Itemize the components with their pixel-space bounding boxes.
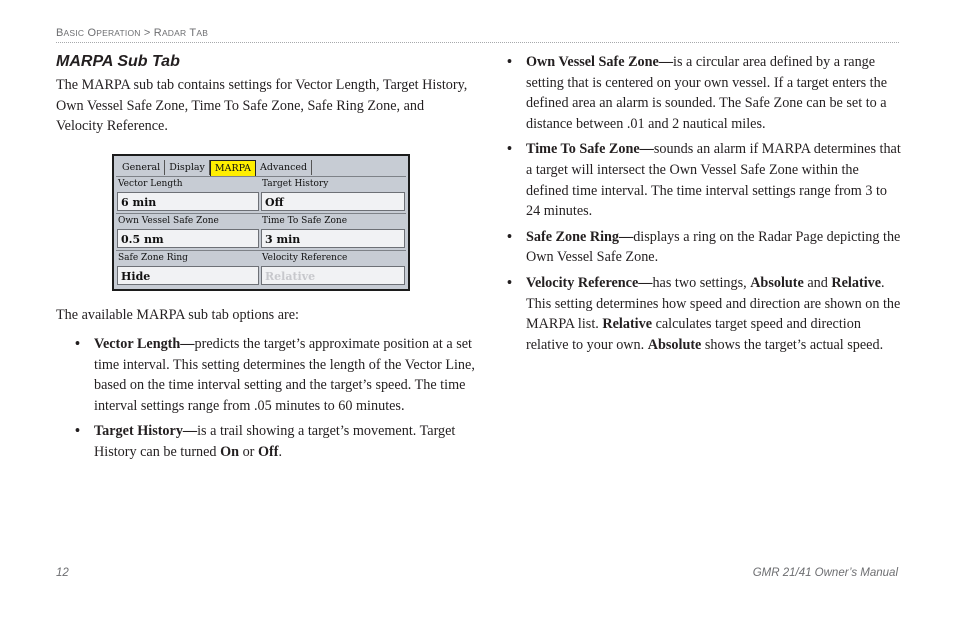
screenshot-panel — [114, 156, 408, 289]
term-vector-length: Vector Length— — [94, 336, 195, 352]
breadcrumb — [56, 27, 208, 39]
tab-divider — [116, 176, 406, 177]
bullet: • — [507, 228, 512, 245]
breadcrumb-separator: > — [143, 27, 151, 39]
available-options-intro: The available MARPA sub tab options are: — [56, 307, 299, 323]
bullet: • — [507, 141, 512, 158]
term-safe-zone-ring: Safe Zone Ring— — [526, 228, 634, 245]
setting-absolute: Absolute — [750, 274, 804, 291]
bullet: • — [75, 336, 80, 352]
list-item-vector-length — [75, 334, 475, 416]
desc-time-to-safe-zone: sounds an alarm if MARPA determines that a target will intersect the Own Vessel Safe Zone within the defined time interval. The time interval settings range from 3 to 24 minutes. — [526, 141, 901, 220]
desc-velocity-part1: has two settings, — [652, 274, 751, 291]
velocity-reference-field: Relative — [261, 266, 405, 285]
term-own-vessel-safe-zone: Own Vessel Safe Zone— — [526, 54, 674, 70]
page-number: 12 — [56, 567, 69, 579]
desc-vector-length: predicts the target’s approximate position at a set time interval. This setting determines the length of the Vector Line, based on the time interval setting and the target’s speed. The time interval settings range from .05 minutes to 60 minutes. — [94, 336, 475, 414]
desc-velocity-part2: and — [803, 274, 832, 291]
tab-advanced: Advanced — [256, 160, 312, 175]
header-rule — [56, 42, 899, 43]
own-vessel-safe-zone-field: 0.5 nm — [117, 229, 259, 248]
desc-velocity-part3: . This setting determines how speed and direction are shown on the MARPA list. — [526, 274, 901, 333]
term-target-history: Target History— — [94, 423, 198, 440]
options-list-right — [507, 52, 902, 360]
bullet: • — [507, 54, 512, 70]
tab-general: General — [118, 160, 165, 175]
own-vessel-safe-zone-label: Own Vessel Safe Zone — [118, 216, 219, 226]
manual-title: GMR 21/41 Owner’s Manual — [752, 567, 898, 579]
vector-length-label: Vector Length — [118, 179, 183, 189]
row-divider-1 — [116, 213, 406, 214]
target-history-field: Off — [261, 192, 405, 211]
time-to-safe-zone-label: Time To Safe Zone — [262, 216, 348, 226]
period: . — [278, 443, 282, 460]
breadcrumb-radar-tab: RADAR TAB — [153, 27, 209, 39]
setting-absolute-2: Absolute — [647, 336, 702, 353]
setting-on: On — [220, 443, 240, 460]
velocity-reference-label: Velocity Reference — [262, 253, 348, 263]
setting-relative: Relative — [831, 274, 882, 291]
tab-strip — [118, 160, 312, 176]
marpa-settings-screenshot — [112, 154, 410, 291]
setting-off: Off — [257, 443, 279, 460]
setting-relative-2: Relative — [602, 316, 653, 333]
desc-target-history: is a trail showing a target’s movement. Target History can be turned — [94, 423, 456, 460]
or-text: or — [239, 443, 258, 460]
bullet: • — [507, 274, 512, 291]
list-item-time-to-safe-zone — [507, 139, 902, 221]
tab-marpa: MARPA — [210, 160, 256, 177]
desc-own-vessel-safe-zone: is a circular area defined by a range setting that is centered on your own vessel. If a target enters the defined area an alarm is sounded. The Safe Zone can be set to a distance between .01 and 2 nautical miles. — [526, 54, 888, 132]
desc-safe-zone-ring: displays a ring on the Radar Page depicting the Own Vessel Safe Zone. — [526, 228, 901, 266]
options-list-left — [75, 334, 475, 468]
list-item-target-history — [75, 421, 475, 462]
safe-zone-ring-field: Hide — [117, 266, 259, 285]
list-item-safe-zone-ring — [507, 227, 902, 268]
vector-length-field: 6 min — [117, 192, 259, 211]
term-velocity-reference: Velocity Reference— — [526, 274, 653, 291]
intro-paragraph: The MARPA sub tab contains settings for Vector Length, Target History, Own Vessel Safe Zone, Time To Safe Zone, Safe Ring Zone, and Velocity Reference. — [56, 77, 468, 135]
safe-zone-ring-label: Safe Zone Ring — [118, 253, 188, 263]
time-to-safe-zone-field: 3 min — [261, 229, 405, 248]
breadcrumb-basic-operation: BASIC OPERATION — [56, 27, 141, 39]
term-time-to-safe-zone: Time To Safe Zone— — [526, 141, 654, 158]
section-title: MARPA Sub Tab — [56, 53, 180, 70]
desc-velocity-part4: calculates target speed and direction relative to your own. — [526, 316, 861, 353]
target-history-label: Target History — [262, 179, 329, 189]
desc-velocity-part5: shows the target’s actual speed. — [701, 336, 884, 353]
tab-display: Display — [165, 160, 210, 175]
list-item-own-vessel-safe-zone — [507, 52, 902, 134]
list-item-velocity-reference — [507, 273, 902, 355]
bullet: • — [75, 423, 80, 440]
row-divider-2 — [116, 250, 406, 251]
